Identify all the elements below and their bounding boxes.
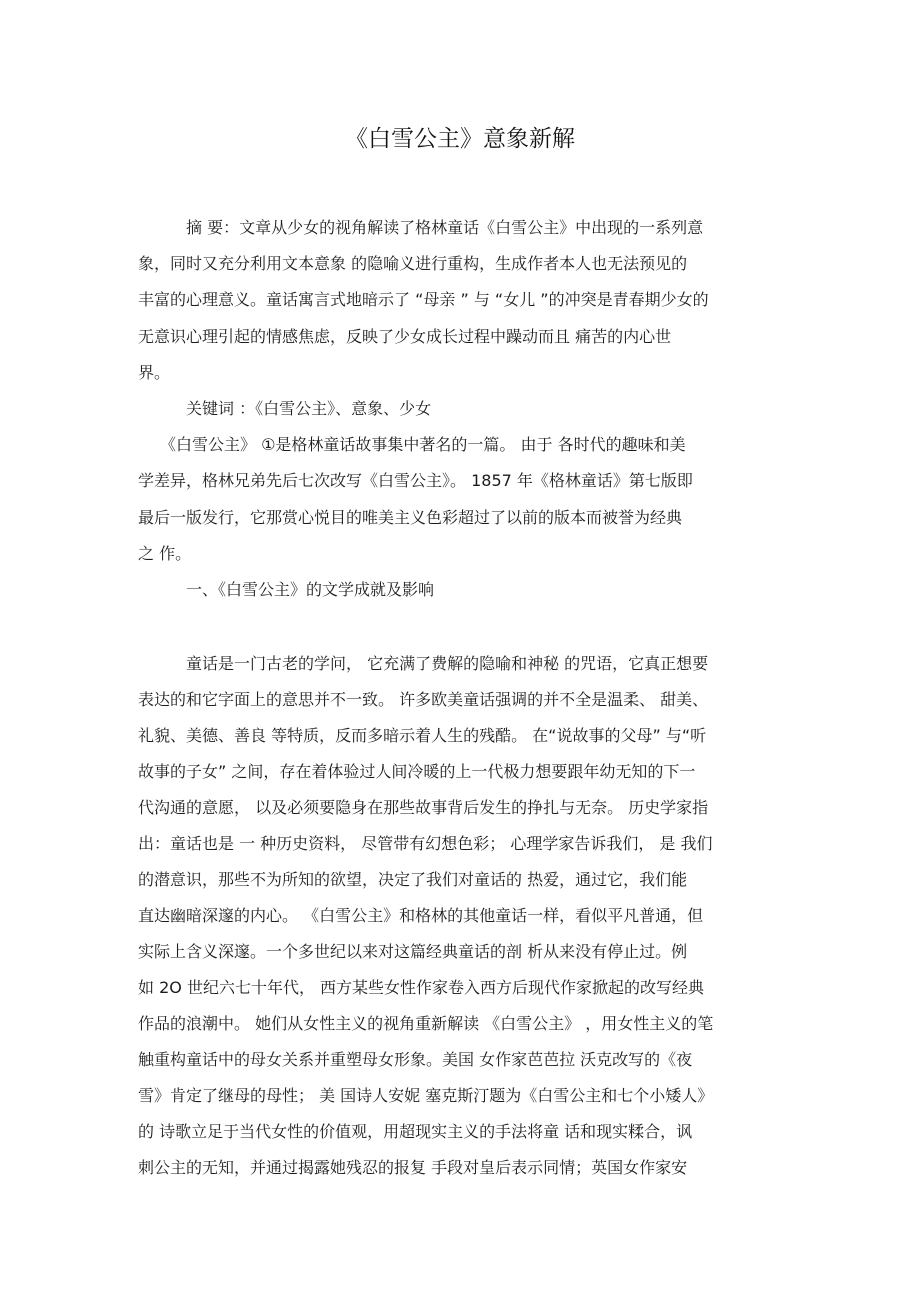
document-title: 《白雪公主》意象新解 — [345, 126, 575, 152]
body-line-13: 雪》肯定了继母的母性； 美 国诗人安妮 塞克斯汀题为《白雪公主和七个小矮人》 — [138, 1086, 714, 1105]
intro-line-4: 之 作。 — [138, 544, 192, 563]
body-line-11: 作品的浪潮中。 她们从女性主义的视角重新解读 《白雪公主》 ，用女性主义的笔 — [138, 1014, 714, 1033]
abstract-line-4: 无意识心理引起的情感焦虑，反映了少女成长过程中躁动而且 痛苦的内心世 — [138, 327, 672, 346]
body-line-2: 表达的和它字面上的意思并不一致。 许多欧美童话强调的并不全是温柔、 甜美、 — [138, 690, 709, 709]
intro-line-1: 《白雪公主》 ①是格林童话故事集中著名的一篇。 由于 各时代的趣味和美 — [160, 435, 686, 454]
abstract-line-5: 界。 — [138, 363, 171, 382]
section-heading: 一、《白雪公主》的文学成就及影响 — [186, 580, 435, 599]
body-line-9: 实际上含义深邃。一个多世纪以来对这篇经典童话的剖 析从来没有停止过。例 — [138, 942, 688, 961]
abstract-line-1: 摘 要：文章从少女的视角解读了格林童话《白雪公主》中出现的一系列意 — [186, 218, 704, 237]
body-line-5: 代沟通的意愿， 以及必须要隐身在那些故事背后发生的挣扎与无奈。 历史学家指 — [138, 798, 709, 817]
body-line-10: 如 2O 世纪六七十年代， 西方某些女性作家卷入西方后现代作家掀起的改写经典 — [138, 978, 705, 997]
body-line-15: 刺公主的无知，并通过揭露她残忍的报复 手段对皇后表示同情；英国女作家安 — [138, 1158, 688, 1177]
body-line-3: 礼貌、美德、善良 等特质，反而多暗示着人生的残酷。 在“说故事的父母” 与“听 — [138, 726, 707, 745]
intro-line-2: 学差异，格林兄弟先后七次改写《白雪公主》。 1857 年《格林童话》第七版即 — [138, 471, 693, 490]
body-line-4: 故事的子女” 之间，存在着体验过人间冷暖的上一代极力想要跟年幼无知的下一 — [138, 762, 696, 781]
body-line-1: 童话是一门古老的学问， 它充满了费解的隐喻和神秘 的咒语，它真正想要 — [186, 654, 709, 673]
body-line-12: 触重构童话中的母女关系并重塑母女形象。美国 女作家芭芭拉 沃克改写的《夜 — [138, 1050, 693, 1069]
body-line-14: 的 诗歌立足于当代女性的价值观，用超现实主义的手法将童 话和现实糅合，讽 — [138, 1122, 693, 1141]
keywords-line: 关键词 ：《白雪公主》、意象、少女 — [186, 399, 432, 418]
body-line-6: 出：童话也是 一 种历史资料， 尽管带有幻想色彩； 心理学家告诉我们， 是 我们 — [138, 834, 713, 853]
abstract-line-2: 象，同时又充分利用文本意象 的隐喻义进行重构，生成作者本人也无法预见的 — [138, 254, 688, 273]
abstract-line-3: 丰富的心理意义。童话寓言式地暗示了 “母亲 ” 与 “女儿 ”的冲突是青春期少女的 — [138, 290, 709, 309]
body-line-8: 直达幽暗深邃的内心。 《白雪公主》和格林的其他童话一样，看似平凡普通，但 — [138, 906, 704, 925]
body-line-7: 的潜意识，那些不为所知的欲望，决定了我们对童话的 热爱，通过它，我们能 — [138, 870, 688, 889]
intro-line-3: 最后一版发行，它那赏心悦目的唯美主义色彩超过了以前的版本而被誉为经典 — [138, 508, 683, 527]
